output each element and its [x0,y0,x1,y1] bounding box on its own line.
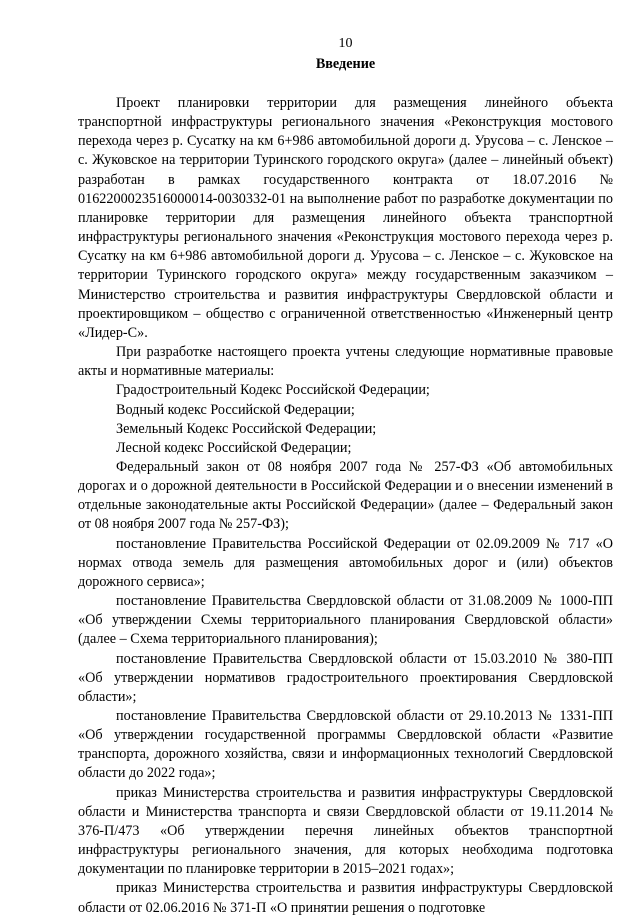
paragraph-decree-380-pp: постановление Правительства Свердловской области от 15.03.2010 № 380-ПП «Об утверждении нормативов градостроительного проектирования Свердловской области»; [78,650,613,705]
paragraph-water-code: Водный кодекс Российской Федерации; [116,401,355,418]
paragraph-order-371: приказ Министерства строительства и развития инфраструктуры Свердловской области от 02.06.2016 № 371-П «О принятии решения о подготовке [78,880,613,916]
section-heading: Введение [315,56,376,72]
paragraph-forest-code: Лесной кодекс Российской Федерации; [116,439,352,456]
paragraph-urban-code: Градостроительный Кодекс Российской Федерации; [116,382,430,399]
paragraph-decree-1000-pp: постановление Правительства Свердловской области от 31.08.2009 № 1000-ПП «Об утверждении Схемы территориального планирования Свердловской области» (далее – Схема территориального планирования); [78,593,613,648]
page-number: 10 [338,36,353,51]
paragraph-regulations-lead: При разработке настоящего проекта учтены следующие нормативные правовые акты и нормативные материалы: [78,344,613,380]
paragraph-government-decree-717: постановление Правительства Российской Федерации от 02.09.2009 № 717 «О нормах отвода земель для размещения автомобильных дорог и (или) объектов дорожного сервиса»; [78,535,613,590]
document-body [78,94,613,918]
paragraph-decree-1331-pp: постановление Правительства Свердловской области от 29.10.2013 № 1331-ПП «Об утверждении государственной программы Свердловской области «Развитие транспорта, дорожного хозяйства, связи и информационных технологий Свердловской области до 2022 года»; [78,708,613,782]
paragraph-order-376: приказ Министерства строительства и развития инфраструктуры Свердловской области и Министерства транспорта и связи Свердловской области от 19.11.2014 № 376-П/473 «Об утверждении перечня линейных объектов транспортной инфраструктуры регионального значения, для которых необходима подготовка документации по планировке территории в 2015–2021 годах»; [78,784,613,878]
paragraph-land-code: Земельный Кодекс Российской Федерации; [116,420,377,437]
paragraph-federal-law-257: Федеральный закон от 08 ноября 2007 года № 257-ФЗ «Об автомобильных дорогах и о дорожной деятельности в Российской Федерации и о внесении изменений в отдельные законодательные акты Российской Федерации» (далее – Федеральный закон от 08 ноября 2007 года № 257-ФЗ); [78,458,613,533]
document-page [78,36,613,918]
paragraph-intro: Проект планировки территории для размещения линейного объекта транспортной инфраструктуры регионального значения «Реконструкция мостового перехода через р. Сусатку на км 6+986 автомобильной дороги д. Урусова – с. Ленское – с. Жуковское на территории Туринского городского округа» (далее – линейный объект) разработан в рамках государственного контракта от 18.07.2016 № 0162200023516000014-0030332-01 на выполнение работ по разработке документации по планировке территории для размещения линейного объекта транспортной инфраструктуры регионального значения «Реконструкция мостового перехода через р. Сусатку на км 6+986 автомобильной дороги д. Урусова – с. Ленское – с. Жуковское на территории Туринского городского округа» между государственным заказчиком – Министерство строительства и развития инфраструктуры Свердловской области и проектировщиком – общество с ограниченной ответственностью «Инженерный центр «Лидер-С». [78,95,613,341]
